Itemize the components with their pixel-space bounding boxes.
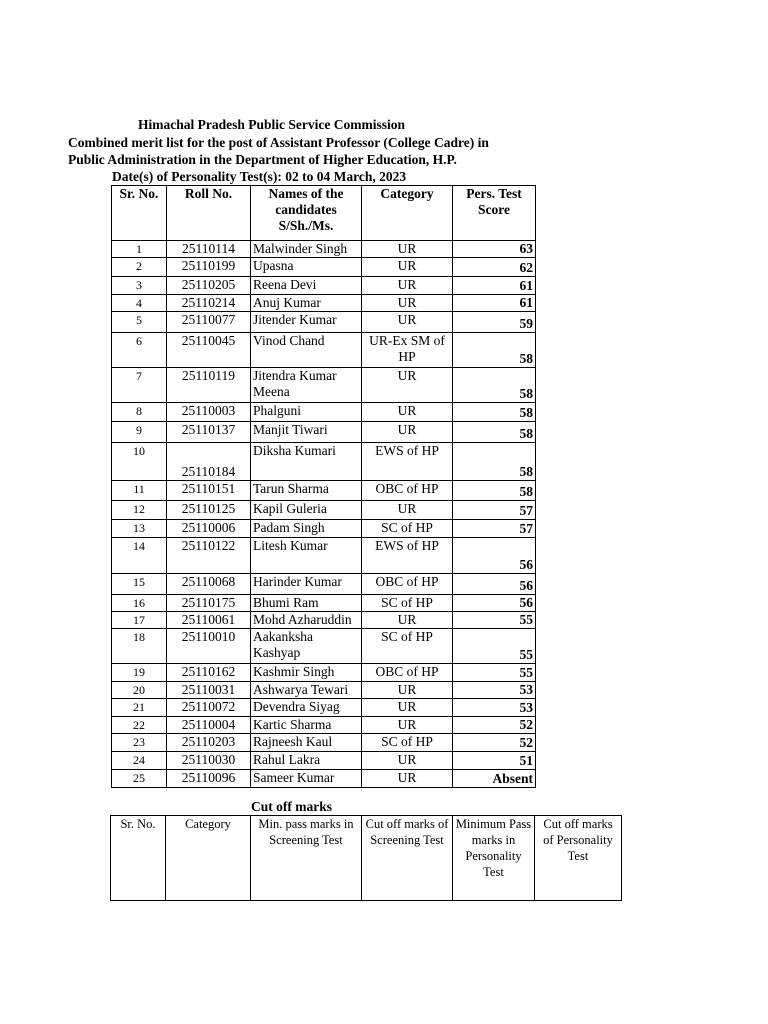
score-cell: 56 — [453, 538, 536, 574]
candidate-name-cell: Upasna — [251, 258, 362, 277]
cutoff-col-category: Category — [166, 816, 251, 901]
roll-no-cell: 25110151 — [167, 481, 251, 501]
roll-no-cell: 25110214 — [167, 295, 251, 312]
roll-no-cell: 25110068 — [167, 574, 251, 595]
roll-no-cell: 25110006 — [167, 520, 251, 538]
table-row — [112, 501, 536, 520]
table-row — [112, 682, 536, 699]
roll-no-cell: 25110199 — [167, 258, 251, 277]
roll-no-cell: 25110184 — [167, 443, 251, 481]
table-row — [112, 717, 536, 734]
roll-no-cell: 25110045 — [167, 333, 251, 368]
candidate-name-cell: Malwinder Singh — [251, 241, 362, 258]
table-row — [112, 699, 536, 717]
col-roll-no: Roll No. — [167, 186, 251, 241]
table-row — [112, 574, 536, 595]
sr-no-cell: 5 — [112, 312, 167, 333]
candidate-name-cell: Aakanksha Kashyap — [251, 629, 362, 664]
candidate-name-cell: Kapil Guleria — [251, 501, 362, 520]
candidate-name-cell: Rahul Lakra — [251, 752, 362, 770]
table-row — [112, 520, 536, 538]
table-row — [112, 258, 536, 277]
category-cell: UR-Ex SM of HP — [362, 333, 453, 368]
table-row — [112, 752, 536, 770]
candidate-name-cell: Jitender Kumar — [251, 312, 362, 333]
score-cell: 55 — [453, 612, 536, 629]
sr-no-cell: 6 — [112, 333, 167, 368]
table-row — [112, 422, 536, 443]
table-row — [112, 403, 536, 422]
cutoff-col-sr-no: Sr. No. — [111, 816, 166, 901]
sr-no-cell: 4 — [112, 295, 167, 312]
cutoff-col-cutoff-screening: Cut off marks of Screening Test — [362, 816, 453, 901]
category-cell: UR — [362, 258, 453, 277]
roll-no-cell: 25110030 — [167, 752, 251, 770]
category-cell: OBC of HP — [362, 481, 453, 501]
candidate-name-cell: Devendra Siyag — [251, 699, 362, 717]
sr-no-cell: 22 — [112, 717, 167, 734]
cutoff-col-cutoff-personality: Cut off marks of Personality Test — [535, 816, 622, 901]
roll-no-cell: 25110205 — [167, 277, 251, 295]
table-row — [112, 595, 536, 612]
table-row — [112, 241, 536, 258]
sr-no-cell: 15 — [112, 574, 167, 595]
sr-no-cell: 19 — [112, 664, 167, 682]
roll-no-cell: 25110203 — [167, 734, 251, 752]
category-cell: UR — [362, 612, 453, 629]
cutoff-table — [110, 815, 622, 901]
sr-no-cell: 23 — [112, 734, 167, 752]
candidate-name-cell: Tarun Sharma — [251, 481, 362, 501]
score-cell: 62 — [453, 258, 536, 277]
score-cell: 61 — [453, 277, 536, 295]
col-score: Pers. Test Score — [453, 186, 536, 241]
score-cell: Absent — [453, 770, 536, 788]
candidate-name-cell: Kashmir Singh — [251, 664, 362, 682]
table-row — [112, 295, 536, 312]
candidate-name-cell: Padam Singh — [251, 520, 362, 538]
table-row — [112, 734, 536, 752]
sr-no-cell: 2 — [112, 258, 167, 277]
roll-no-cell: 25110061 — [167, 612, 251, 629]
score-cell: 58 — [453, 422, 536, 443]
sr-no-cell: 8 — [112, 403, 167, 422]
category-cell: UR — [362, 312, 453, 333]
sr-no-cell: 18 — [112, 629, 167, 664]
score-cell: 58 — [453, 368, 536, 403]
sr-no-cell: 20 — [112, 682, 167, 699]
score-cell: 58 — [453, 481, 536, 501]
candidate-name-cell: Harinder Kumar — [251, 574, 362, 595]
roll-no-cell: 25110010 — [167, 629, 251, 664]
roll-no-cell: 25110003 — [167, 403, 251, 422]
category-cell: UR — [362, 682, 453, 699]
category-cell: OBC of HP — [362, 574, 453, 595]
category-cell: SC of HP — [362, 595, 453, 612]
roll-no-cell: 25110175 — [167, 595, 251, 612]
roll-no-cell: 25110162 — [167, 664, 251, 682]
category-cell: UR — [362, 699, 453, 717]
candidate-name-cell: Mohd Azharuddin — [251, 612, 362, 629]
merit-list-title-line-1: Combined merit list for the post of Assistant Professor (College Cadre) in — [68, 135, 489, 150]
table-row — [112, 277, 536, 295]
roll-no-cell: 25110031 — [167, 682, 251, 699]
score-cell: 55 — [453, 629, 536, 664]
score-cell: 55 — [453, 664, 536, 682]
sr-no-cell: 10 — [112, 443, 167, 481]
score-cell: 57 — [453, 520, 536, 538]
candidate-name-cell: Reena Devi — [251, 277, 362, 295]
table-row — [112, 664, 536, 682]
category-cell: OBC of HP — [362, 664, 453, 682]
score-cell: 58 — [453, 333, 536, 368]
category-cell: UR — [362, 770, 453, 788]
sr-no-cell: 3 — [112, 277, 167, 295]
table-row — [112, 443, 536, 481]
sr-no-cell: 24 — [112, 752, 167, 770]
col-sr-no: Sr. No. — [112, 186, 167, 241]
merit-header-row — [112, 186, 536, 241]
candidate-name-cell: Kartic Sharma — [251, 717, 362, 734]
roll-no-cell: 25110119 — [167, 368, 251, 403]
score-cell: 56 — [453, 595, 536, 612]
cutoff-title: Cut off marks — [251, 799, 332, 814]
col-category: Category — [362, 186, 453, 241]
score-cell: 59 — [453, 312, 536, 333]
candidate-name-cell: Diksha Kumari — [251, 443, 362, 481]
candidate-name-cell: Litesh Kumar — [251, 538, 362, 574]
roll-no-cell: 25110122 — [167, 538, 251, 574]
commission-title: Himachal Pradesh Public Service Commission — [138, 117, 405, 132]
candidate-name-cell: Rajneesh Kaul — [251, 734, 362, 752]
table-row — [112, 538, 536, 574]
score-cell: 61 — [453, 295, 536, 312]
category-cell: UR — [362, 422, 453, 443]
table-row — [112, 770, 536, 788]
roll-no-cell: 25110004 — [167, 717, 251, 734]
category-cell: EWS of HP — [362, 538, 453, 574]
category-cell: UR — [362, 277, 453, 295]
category-cell: UR — [362, 752, 453, 770]
sr-no-cell: 1 — [112, 241, 167, 258]
category-cell: EWS of HP — [362, 443, 453, 481]
sr-no-cell: 16 — [112, 595, 167, 612]
sr-no-cell: 17 — [112, 612, 167, 629]
table-row — [112, 612, 536, 629]
roll-no-cell: 25110072 — [167, 699, 251, 717]
roll-no-cell: 25110114 — [167, 241, 251, 258]
col-names: Names of the candidates S/Sh./Ms. — [251, 186, 362, 241]
personality-test-dates: Date(s) of Personality Test(s): 02 to 04 March, 2023 — [112, 169, 407, 184]
sr-no-cell: 11 — [112, 481, 167, 501]
score-cell: 56 — [453, 574, 536, 595]
sr-no-cell: 25 — [112, 770, 167, 788]
table-row — [112, 312, 536, 333]
score-cell: 57 — [453, 501, 536, 520]
score-cell: 58 — [453, 403, 536, 422]
table-row — [112, 481, 536, 501]
candidate-name-cell: Vinod Chand — [251, 333, 362, 368]
category-cell: UR — [362, 368, 453, 403]
sr-no-cell: 12 — [112, 501, 167, 520]
candidate-name-cell: Manjit Tiwari — [251, 422, 362, 443]
candidate-name-cell: Anuj Kumar — [251, 295, 362, 312]
score-cell: 52 — [453, 734, 536, 752]
roll-no-cell: 25110096 — [167, 770, 251, 788]
roll-no-cell: 25110077 — [167, 312, 251, 333]
merit-list-title-line-2: Public Administration in the Department of Higher Education, H.P. — [68, 152, 457, 167]
category-cell: UR — [362, 295, 453, 312]
category-cell: UR — [362, 501, 453, 520]
sr-no-cell: 13 — [112, 520, 167, 538]
score-cell: 63 — [453, 241, 536, 258]
category-cell: SC of HP — [362, 734, 453, 752]
sr-no-cell: 9 — [112, 422, 167, 443]
sr-no-cell: 14 — [112, 538, 167, 574]
table-row — [112, 333, 536, 368]
candidate-name-cell: Bhumi Ram — [251, 595, 362, 612]
roll-no-cell: 25110125 — [167, 501, 251, 520]
category-cell: UR — [362, 241, 453, 258]
category-cell: SC of HP — [362, 520, 453, 538]
table-row — [112, 629, 536, 664]
category-cell: SC of HP — [362, 629, 453, 664]
cutoff-col-min-pass-screening: Min. pass marks in Screening Test — [251, 816, 362, 901]
category-cell: UR — [362, 717, 453, 734]
candidate-name-cell: Sameer Kumar — [251, 770, 362, 788]
score-cell: 53 — [453, 699, 536, 717]
table-row — [112, 368, 536, 403]
candidate-name-cell: Jitendra Kumar Meena — [251, 368, 362, 403]
score-cell: 58 — [453, 443, 536, 481]
score-cell: 52 — [453, 717, 536, 734]
category-cell: UR — [362, 403, 453, 422]
candidate-name-cell: Phalguni — [251, 403, 362, 422]
score-cell: 53 — [453, 682, 536, 699]
sr-no-cell: 21 — [112, 699, 167, 717]
cutoff-col-min-pass-personality: Minimum Pass marks in Personality Test — [453, 816, 535, 901]
merit-list-table — [111, 185, 536, 788]
roll-no-cell: 25110137 — [167, 422, 251, 443]
score-cell: 51 — [453, 752, 536, 770]
sr-no-cell: 7 — [112, 368, 167, 403]
cutoff-header-row — [111, 816, 622, 901]
candidate-name-cell: Ashwarya Tewari — [251, 682, 362, 699]
